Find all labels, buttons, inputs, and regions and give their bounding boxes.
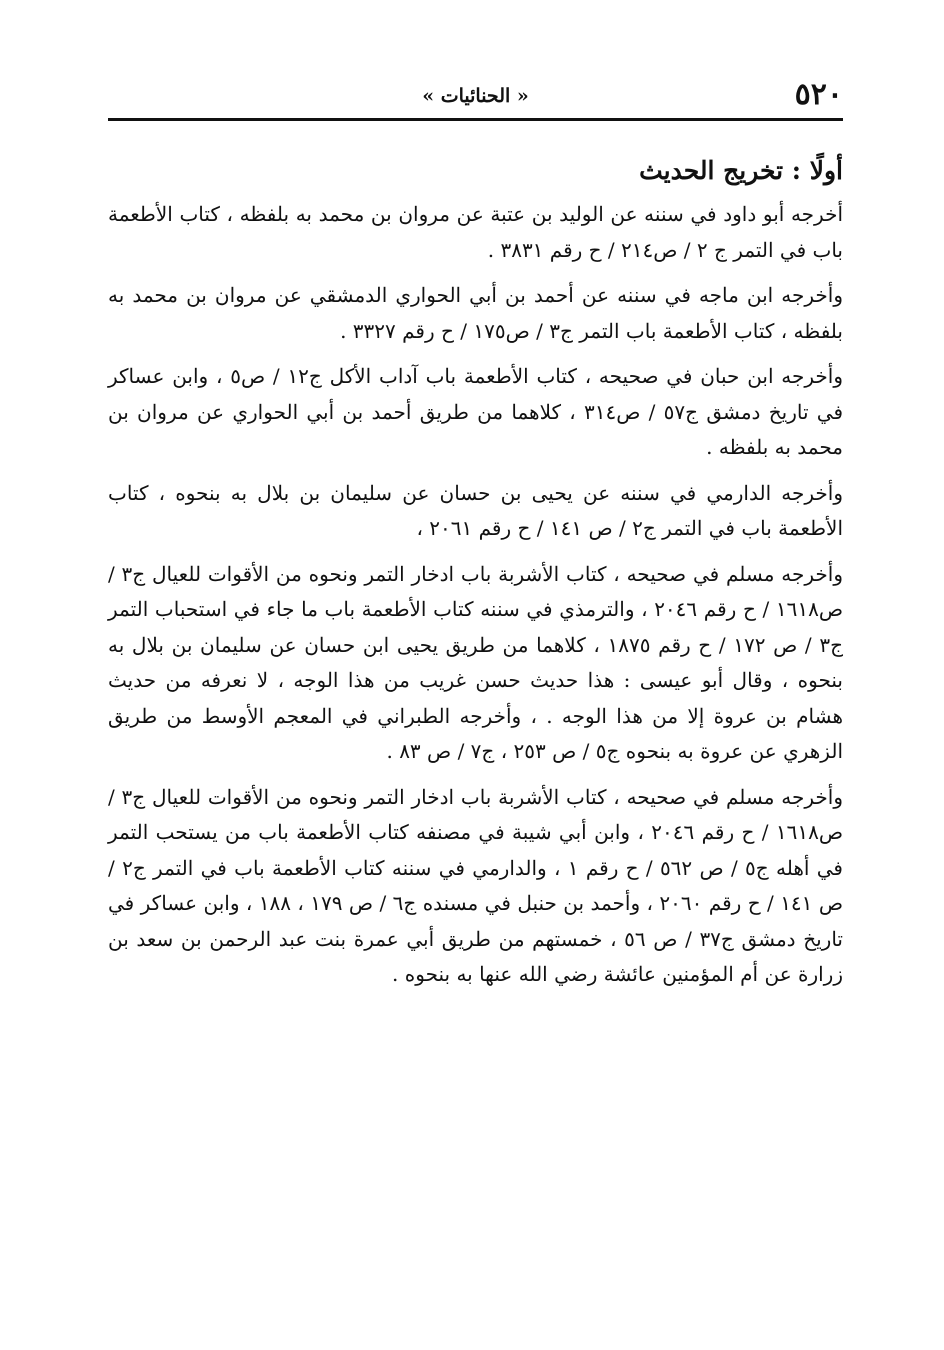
paragraph-abu-dawud: أخرجه أبو داود في سننه عن الوليد بن عتبة عن مروان بن محمد به بلفظه ، كتاب الأطعمة باب في التمر ج ٢ / ص٢١٤ / ح رقم ٣٨٣١ . [108,202,843,262]
paragraph-ibn-majah: وأخرجه ابن ماجه في سننه عن أحمد بن أبي الحواري الدمشقي عن مروان بن محمد به بلفظه ، كتاب الأطعمة باب التمر ج٣ / ص١٧٥ / ح رقم ٣٣٢٧ . [108,283,843,343]
paragraph-darimi: وأخرجه الدارمي في سننه عن يحيى بن حسان عن سليمان بن بلال به بنحوه ، كتاب الأطعمة باب في التمر ج٢ / ص ١٤١ / ح رقم ٢٠٦١ ، [108,480,843,540]
book-page [108,76,843,1003]
page-number: ٥٢٠ [794,77,843,112]
page-header [108,76,843,121]
paragraph-muslim-ibn-abi-shaybah: وأخرجه مسلم في صحيحه ، كتاب الأشربة باب ادخار التمر ونحوه من الأقوات للعيال ج٣ / ص١٦١٨ / ح رقم ٢٠٤٦ ، وابن أبي شيبة في مصنفه كتاب الأطعمة باب من يستحب التمر في أهله ج٥ / ص ٥٦٢ / ح رقم ١ ، والدارمي في سننه كتاب الأطعمة باب في التمر ج٢ / ص ١٤١ / ح رقم ٢٠٦٠ ، وأحمد بن حنبل في مسنده ج٦ / ص ١٧٩ ، ١٨٨ ، وابن عساكر في تاريخ دمشق ج٣٧ / ص ٥٦ ، خمستهم من طريق أبي عمرة بنت عبد الرحمن بن سعد بن زرارة عن أم المؤمنين عائشة رضي الله عنها به بنحوه . [108,784,844,986]
paragraph-ibn-hibban: وأخرجه ابن حبان في صحيحه ، كتاب الأطعمة باب آداب الأكل ج١٢ / ص٥ ، وابن عساكر في تاريخ دمشق ج٥٧ / ص٣١٤ ، كلاهما من طريق أحمد بن أبي الحواري عن مروان بن محمد به بلفظه . [108,364,844,459]
section-heading: أولًا : تخريج الحديث [639,156,843,185]
running-title: « الحنائيات » [422,85,529,107]
paragraph-muslim-tirmidhi: وأخرجه مسلم في صحيحه ، كتاب الأشربة باب ادخار التمر ونحوه من الأقوات للعيال ج٣ / ص١٦١٨ / ح رقم ٢٠٤٦ ، والترمذي في سننه كتاب الأطعمة باب ما جاء في استحباب التمر ج٣ / ص ١٧٢ / ح رقم ١٨٧٥ ، كلاهما من طريق يحيى ابن حسان عن سليمان بن بلال به بنحوه ، وقال أبو عيسى : هذا حديث حسن غريب من هذا الوجه ، لا نعرفه من حديث هشام بن عروة إلا من هذا الوجه . ، وأخرجه الطبراني في المعجم الأوسط من طريق الزهري عن عروة به بنحوه ج٥ / ص ٢٥٣ ، ج٧ / ص ٨٣ . [108,561,843,763]
